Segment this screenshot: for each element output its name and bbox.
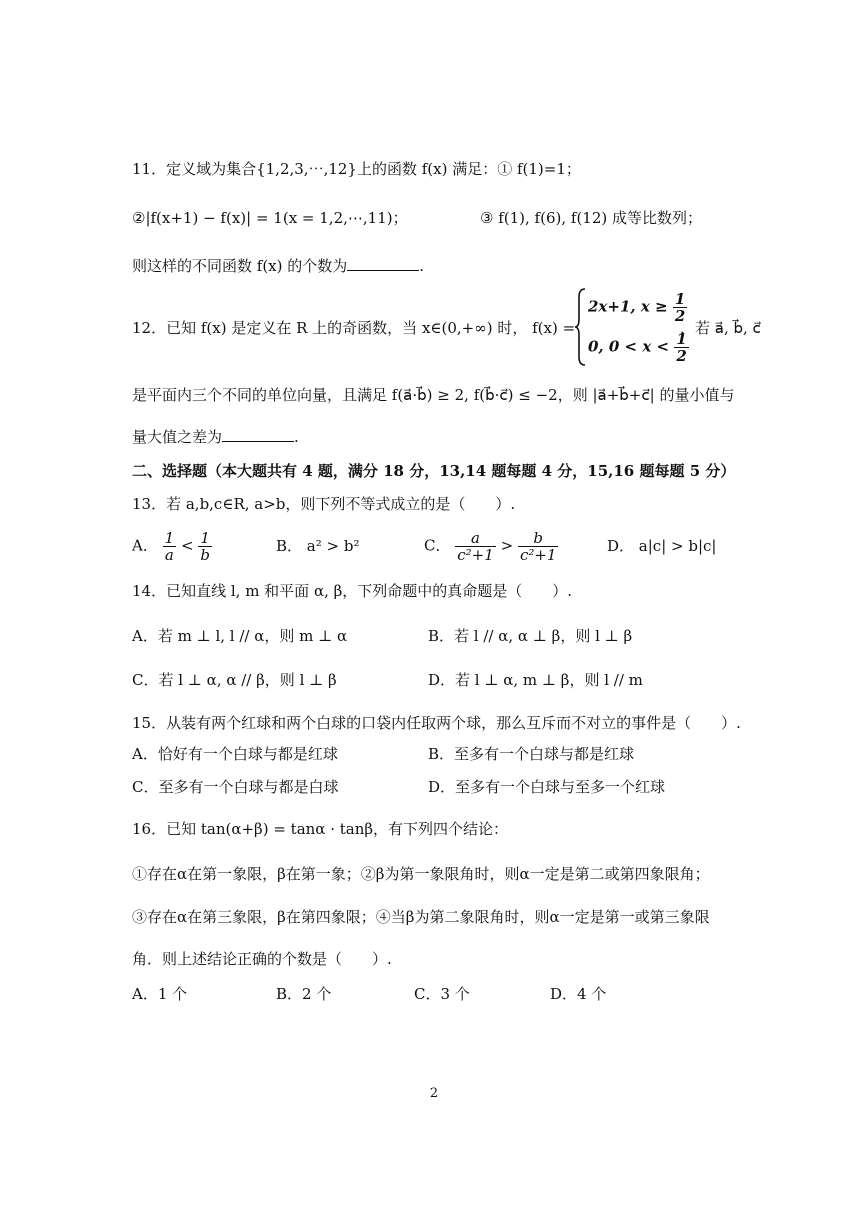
q15-option-b: B．至多有一个白球与都是红球 bbox=[428, 745, 635, 763]
q11-line1: 11．定义域为集合{1,2,3,⋯,12}上的函数 f(x) 满足：① f(1)=1； bbox=[132, 160, 581, 178]
q11-condition3: ③ f(1), f(6), f(12) 成等比数列； bbox=[480, 209, 702, 227]
q13-option-a: A． $\frac{1}{a}$ < $\frac{1}{b}$ bbox=[132, 529, 210, 564]
page-number: 2 bbox=[429, 1086, 439, 1101]
q12-case1-frac: $\frac{1}{2}$ bbox=[674, 290, 686, 325]
q16-stem: 16．已知 tan(α+β) = tanα · tanβ，有下列四个结论： bbox=[132, 820, 509, 838]
q16-question: 角．则上述结论正确的个数是（ ）. bbox=[132, 950, 392, 968]
q11-answer-blank bbox=[347, 256, 419, 271]
q12-line2: 是平面内三个不同的单位向量，且满足 f(a⃗·b⃗) ≥ 2, f(b⃗·c⃗) ≤ −2，则 |a⃗+b⃗+c⃗| 的量小值与 bbox=[132, 386, 735, 404]
q13-option-d: D． a|c| > b|c| bbox=[607, 537, 717, 555]
q12-line3: 量大值之差为 . bbox=[132, 428, 299, 446]
q13-stem: 13．若 a,b,c∈R, a>b，则下列不等式成立的是（ ）. bbox=[132, 495, 516, 513]
q16-option-c: C．3 个 bbox=[414, 985, 470, 1003]
q12-piecewise bbox=[574, 287, 687, 367]
q12-vectors: ，若 a⃗, b⃗, c⃗ bbox=[680, 319, 761, 337]
q11-period: . bbox=[419, 257, 425, 275]
q16-option-d: D．4 个 bbox=[550, 985, 607, 1003]
q15-option-c: C．至多有一个白球与都是白球 bbox=[132, 778, 339, 796]
q14-option-c: C．若 l ⊥ α, α // β，则 l ⊥ β bbox=[132, 671, 337, 689]
q12-case2: 0, 0 < x < $\frac{1}{2}$ bbox=[588, 330, 687, 365]
q11-question: 则这样的不同函数 f(x) 的个数为 bbox=[132, 257, 348, 275]
q14-option-a: A．若 m ⊥ l, l // α，则 m ⊥ α bbox=[132, 627, 348, 645]
q12-case1: 2x+1, x ≥ $\frac{1}{2}$ bbox=[588, 290, 686, 325]
q13-option-c: C． $\frac{a}{\text{c²+1}}$ > $\frac{b}{\text{c²+1}}$ bbox=[424, 529, 557, 564]
q14-option-b: B．若 l // α, α ⊥ β，则 l ⊥ β bbox=[428, 627, 633, 645]
brace-icon bbox=[574, 287, 588, 367]
q16-option-b: B．2 个 bbox=[276, 985, 332, 1003]
q16-option-a: A．1 个 bbox=[132, 985, 188, 1003]
q13-option-b: B． a² > b² bbox=[276, 537, 360, 555]
q12-intro: 12．已知 f(x) 是定义在 R 上的奇函数，当 x∈(0,+∞) 时， f(x) = bbox=[132, 319, 576, 337]
q16-statements-1-2: ①存在α在第一象限，β在第一象；②β为第一象限角时，则α一定是第二或第四象限角； bbox=[132, 865, 710, 883]
q12-question: 量大值之差为 bbox=[132, 428, 223, 446]
q11-line3 bbox=[132, 255, 424, 277]
q11-condition2: ②|f(x+1) − f(x)| = 1(x = 1,2,⋯,11)； bbox=[132, 209, 408, 227]
q12-case2-frac: $\frac{1}{2}$ bbox=[676, 330, 687, 365]
q16-statements-3-4: ③存在α在第三象限，β在第四象限；④当β为第二象限角时，则α一定是第一或第三象限 bbox=[132, 908, 710, 926]
section2-heading: 二、选择题（本大题共有 4 题，满分 18 分，13,14 题每题 4 分，15,16 题每题 5 分） bbox=[132, 462, 736, 480]
q15-option-d: D．至多有一个白球与至多一个红球 bbox=[428, 778, 666, 796]
q14-stem: 14．已知直线 l, m 和平面 α, β，下列命题中的真命题是（ ）. bbox=[132, 582, 573, 600]
q12-answer-blank bbox=[222, 427, 294, 442]
q15-option-a: A．恰好有一个白球与都是红球 bbox=[132, 745, 338, 763]
q14-option-d: D．若 l ⊥ α, m ⊥ β，则 l // m bbox=[428, 671, 643, 689]
q15-stem: 15．从装有两个红球和两个白球的口袋内任取两个球，那么互斥而不对立的事件是（ ）. bbox=[132, 714, 741, 732]
